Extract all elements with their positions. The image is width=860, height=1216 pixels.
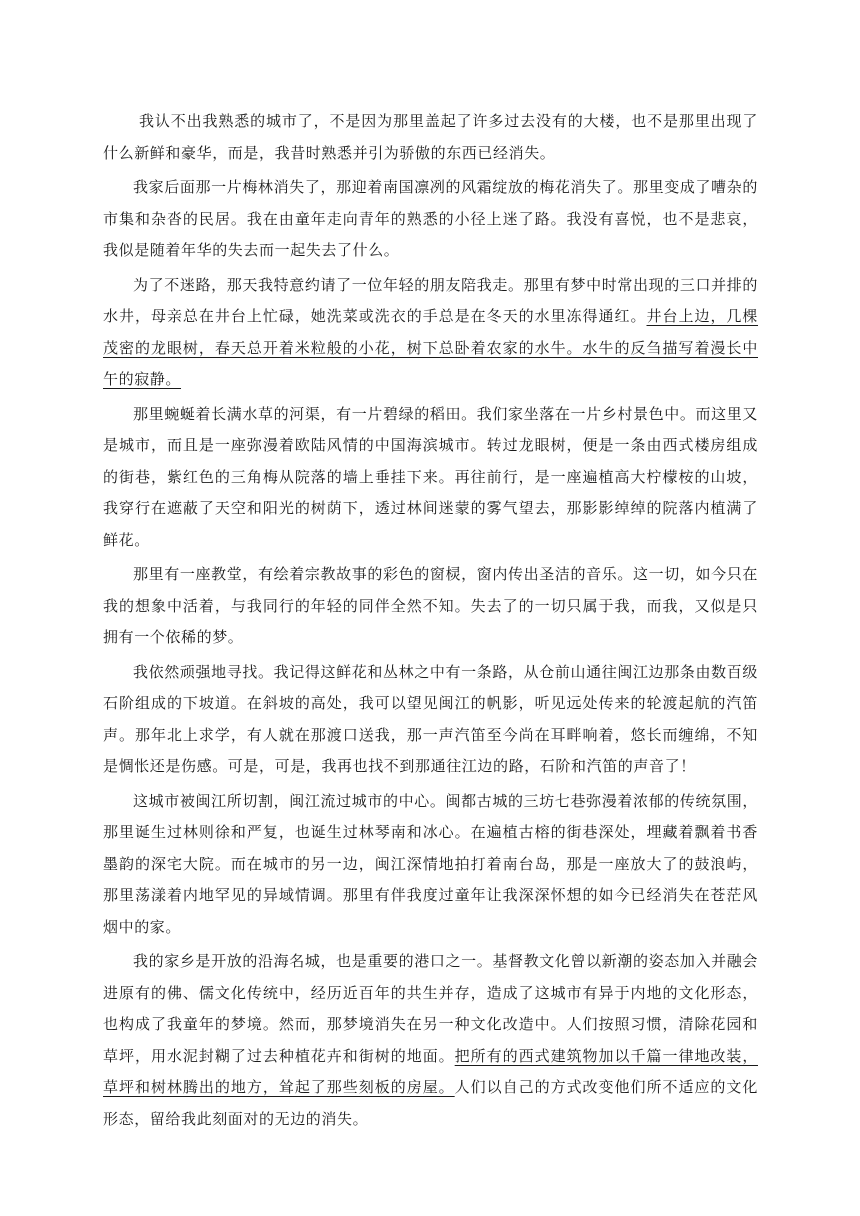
document-body [103, 106, 758, 1138]
paragraph-text: 我认不出我熟悉的城市了，不是因为那里盖起了许多过去没有的大楼，也不是那里出现了什么新鲜和豪华，而是，我昔时熟悉并引为骄傲的东西已经消失。 [103, 112, 758, 162]
paragraph-text: 这城市被闽江所切割，闽江流过城市的中心。闽都古城的三坊七巷弥漫着浓郁的传统氛围，那里诞生过林则徐和严复，也诞生过林琴南和冰心。在遍植古榕的街巷深处，埋藏着飘着书香墨韵的深宅大院。而在城市的另一边，闽江深情地拍打着南台岛，那是一座放大了的鼓浪屿，那里荡漾着内地罕见的异域情调。那里有伴我度过童年让我深深怀想的如今已经消失在苍茫风烟中的家。 [103, 791, 758, 936]
underlined-passage: 把所有的西式建筑物加以千篇一律地改装，草坪和树林腾出的地方，耸起了那些刻板的房屋。 [103, 1046, 758, 1096]
paragraph-text: 为了不迷路，那天我特意约请了一位年轻的朋友陪我走。那里有梦中时常出现的三口并排的水井，母亲总在井台上忙碌，她洗菜或洗衣的手总是在冬天的水里冻得通红。 [103, 275, 758, 325]
paragraph-1 [103, 106, 758, 169]
paragraph-text: 我家后面那一片梅林消失了，那迎着南国凛冽的风霜绽放的梅花消失了。那里变成了嘈杂的市集和杂沓的民居。我在由童年走向青年的熟悉的小径上迷了路。我没有喜悦，也不是悲哀，我似是随着年华的失去而一起失去了什么。 [103, 178, 758, 259]
paragraph-2 [103, 172, 758, 267]
paragraph-6 [103, 657, 758, 783]
underlined-passage: 井台上边，几棵茂密的龙眼树，春天总开着米粒般的小花，树下总卧着农家的水牛。水牛的反刍描写着漫长中午的寂静。 [103, 307, 759, 388]
paragraph-8 [103, 946, 758, 1135]
paragraph-text: 那里有一座教堂，有绘着宗教故事的彩色的窗棂，窗内传出圣洁的音乐。这一切，如今只在我的想象中活着，与我同行的年轻的同伴全然不知。失去了的一切只属于我，而我，又似是只拥有一个依稀的梦。 [103, 565, 758, 646]
paragraph-text: 人们以自己的方式改变他们所不适应的文化形态，留给我此刻面对的无边的消失。 [103, 1078, 758, 1128]
paragraph-3 [103, 270, 758, 396]
paragraph-text: 我的家乡是开放的沿海名城，也是重要的港口之一。基督教文化曾以新潮的姿态加入并融会进原有的佛、儒文化传统中，经历近百年的共生并存，造成了这城市有异于内地的文化形态，也构成了我童年的梦境。然而，那梦境消失在另一种文化改造中。人们按照习惯，清除花园和草坪，用水泥封糊了过去种植花卉和街树的地面。 [103, 952, 758, 1065]
paragraph-text: 我依然顽强地寻找。我记得这鲜花和丛林之中有一条路，从仓前山通往闽江边那条由数百级石阶组成的下坡道。在斜坡的高处，我可以望见闽江的帆影，听见远处传来的轮渡起航的汽笛声。那年北上求学，有人就在那渡口送我，那一声汽笛至今尚在耳畔响着，悠长而缠绵，不知是惆怅还是伤感。可是，可是，我再也找不到那通往江边的路，石阶和汽笛的声音了！ [103, 662, 758, 775]
paragraph-text: 那里蜿蜒着长满水草的河渠，有一片碧绿的稻田。我们家坐落在一片乡村景色中。而这里又是城市，而且是一座弥漫着欧陆风情的中国海滨城市。转过龙眼树，便是一条由西式楼房组成的街巷，紫红色的三角梅从院落的墙上垂挂下来。再往前行，是一座遍植高大柠檬桉的山坡，我穿行在遮蔽了天空和阳光的树荫下，透过林间迷蒙的雾气望去，那影影绰绰的院落内植满了鲜花。 [103, 404, 758, 549]
paragraph-7 [103, 786, 758, 944]
paragraph-5 [103, 559, 758, 654]
paragraph-4 [103, 399, 758, 557]
